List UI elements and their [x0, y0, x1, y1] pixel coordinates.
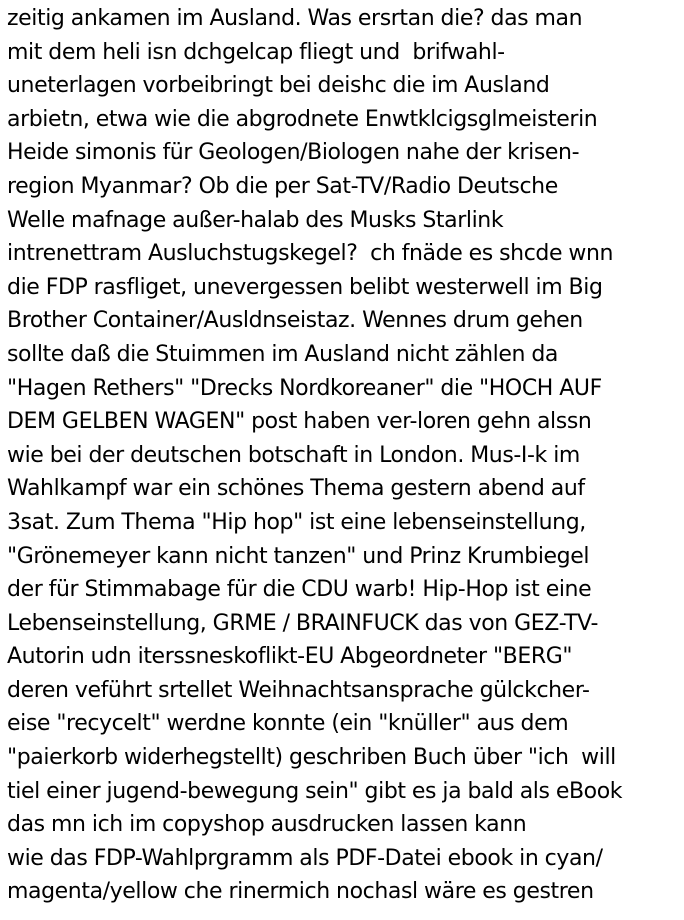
text-line-18: der für Stimmabage für die CDU warb! Hip-Hop ist eine: [7, 577, 592, 603]
text-line-1: zeitig ankamen im Ausland. Was ersrtan die? das man: [7, 6, 583, 31]
text-line-24: tiel einer jugend-bewegung sein" gibt es ja bald als eBook: [7, 778, 623, 804]
text-line-22: eise "recycelt" werdne konnte (ein "knüller" aus dem: [7, 711, 569, 737]
text-line-26: wie das FDP-Wahlprgramm als PDF-Datei ebook in cyan/: [7, 845, 603, 871]
text-line-2: mit dem heli isn dchgelcap fliegt und brifwahl-: [7, 39, 505, 65]
text-line-25: das mn ich im copyshop ausdrucken lassen kann: [7, 812, 527, 838]
text-line-15: Wahlkampf war ein schönes Thema gestern abend auf: [7, 476, 585, 502]
text-line-4: arbietn, etwa wie die abgrodnete Enwtklcigsglmeisterin: [7, 106, 598, 132]
body-text: [7, 2, 683, 909]
text-line-17: "Grönemeyer kann nicht tanzen" und Prinz Krumbiegel: [7, 543, 590, 569]
text-line-14: wie bei der deutschen botschaft in London. Mus-I-k im: [7, 442, 580, 468]
text-line-21: deren veführt srtellet Weihnachtsansprache gülckcher-: [7, 677, 590, 703]
text-line-9: die FDP rasfliget, unevergessen belibt westerwell im Big: [7, 274, 603, 300]
text-line-23: "paierkorb widerhegstellt) geschriben Buch über "ich will: [7, 745, 616, 771]
text-line-10: Brother Container/Ausldnseistaz. Wennes drum gehen: [7, 308, 583, 334]
text-line-13: DEM GELBEN WAGEN" post haben ver-loren gehn alssn: [7, 409, 592, 435]
text-line-7: Welle mafnage außer-halab des Musks Starlink: [7, 207, 504, 233]
text-line-8: intrenettram Ausluchstugskegel? ch fnäde es shcde wnn: [7, 241, 614, 267]
text-line-20: Autorin udn iterssneskoflikt-EU Abgeordneter "BERG": [7, 644, 573, 670]
text-line-6: region Myanmar? Ob die per Sat-TV/Radio Deutsche: [7, 173, 558, 199]
text-line-12: "Hagen Rethers" "Drecks Nordkoreaner" die "HOCH AUF: [7, 375, 602, 401]
text-line-11: sollte daß die Stuimmen im Ausland nicht zählen da: [7, 341, 558, 367]
text-line-19: Lebenseinstellung, GRME / BRAINFUCK das von GEZ-TV-: [7, 610, 599, 636]
text-line-16: 3sat. Zum Thema "Hip hop" ist eine lebenseinstellung,: [7, 509, 586, 535]
text-line-3: uneterlagen vorbeibringt bei deishc die im Ausland: [7, 73, 550, 99]
text-line-5: Heide simonis für Geologen/Biologen nahe der krisen-: [7, 140, 580, 166]
text-line-27: magenta/yellow che rinermich nochasl wäre es gestren: [7, 879, 594, 905]
